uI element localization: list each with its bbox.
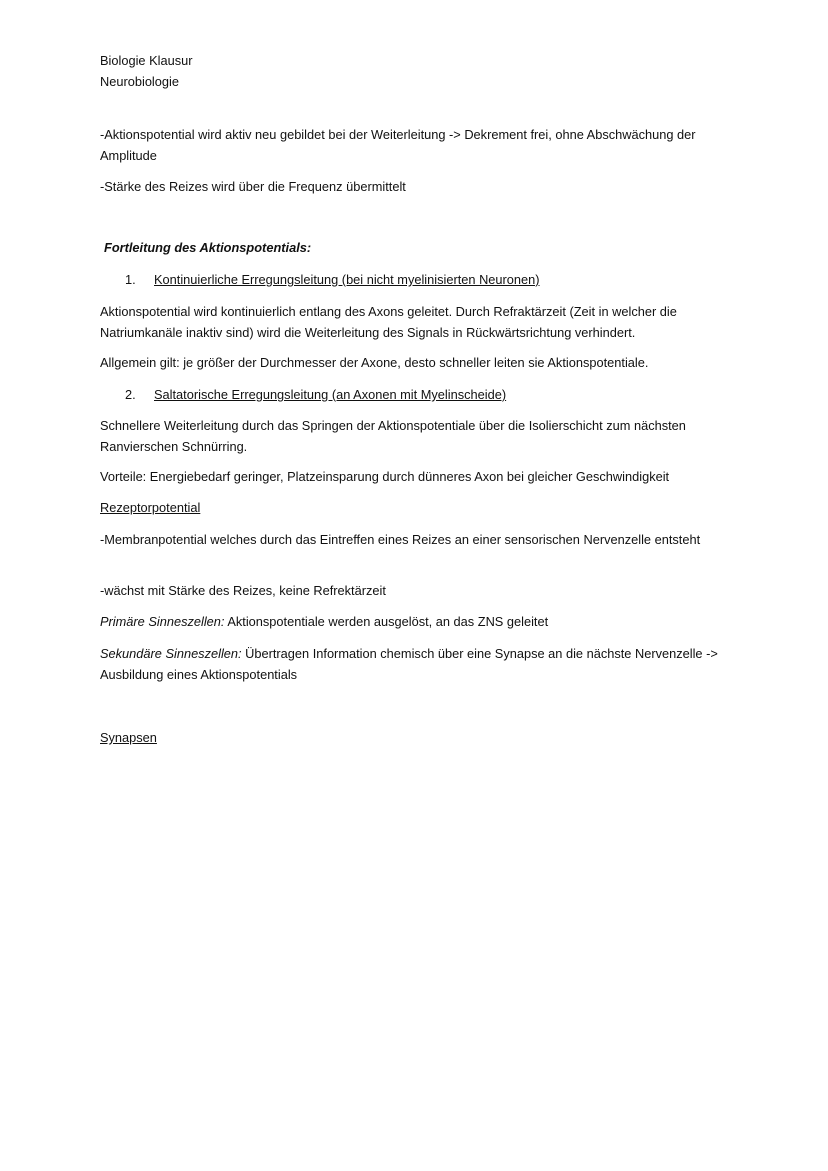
rezeptorpotential-heading: Rezeptorpotential bbox=[100, 500, 201, 515]
list-item-2-title: Saltatorische Erregungsleitung (an Axonen mit Myelinscheide) bbox=[154, 387, 507, 402]
sekundaere-sinneszellen bbox=[100, 643, 740, 685]
list-item-1-title: Kontinuierliche Erregungsleitung (bei nicht myelinisierten Neuronen) bbox=[154, 272, 540, 287]
kontinuierlich-paragraph: Aktionspotential wird kontinuierlich entlang des Axons geleitet. Durch Refraktärzeit (Zeit in welcher die Natriumkanäle inaktiv sind) wird die Weiterleitung des Signals in Rückwärtsrichtung verhindert. bbox=[100, 304, 677, 340]
primaere-text: Aktionspotentiale werden ausgelöst, an das ZNS geleitet bbox=[224, 614, 549, 629]
sekundaere-text: Übertragen Information chemisch über eine Synapse an die nächste Nervenzelle -> Ausbildung eines Aktionspotentials bbox=[100, 646, 718, 682]
fortleitung-heading: Fortleitung des Aktionspotentials: bbox=[104, 240, 312, 255]
membranpotential-paragraph: -Membranpotential welches durch das Eintreffen eines Reizes an einer sensorischen Nervenzelle entsteht bbox=[100, 532, 701, 547]
header-subject: Biologie Klausur bbox=[100, 53, 193, 68]
list-item-2-number: 2. bbox=[125, 387, 136, 402]
list-item-2 bbox=[125, 384, 765, 405]
list-item-1 bbox=[125, 269, 765, 290]
vorteile-paragraph: Vorteile: Energiebedarf geringer, Platzeinsparung durch dünneres Axon bei gleicher Geschwindigkeit bbox=[100, 469, 670, 484]
document-header bbox=[100, 50, 740, 92]
synapsen-heading: Synapsen bbox=[100, 730, 157, 745]
primaere-sinneszellen bbox=[100, 611, 740, 632]
durchmesser-paragraph: Allgemein gilt: je größer der Durchmesser der Axone, desto schneller leiten sie Aktionspotentiale. bbox=[100, 355, 649, 370]
reiz-paragraph: -wächst mit Stärke des Reizes, keine Refrektärzeit bbox=[100, 583, 386, 598]
sekundaere-label: Sekundäre Sinneszellen: bbox=[100, 646, 242, 661]
primaere-label: Primäre Sinneszellen: bbox=[100, 614, 225, 629]
saltatorisch-paragraph: Schnellere Weiterleitung durch das Springen der Aktionspotentiale über die Isolierschicht zum nächsten Ranvierschen Schnürring. bbox=[100, 418, 686, 454]
header-topic: Neurobiologie bbox=[100, 74, 179, 89]
intro-paragraph-1: -Aktionspotential wird aktiv neu gebildet bei der Weiterleitung -> Dekrement frei, ohne Abschwächung der Amplitude bbox=[100, 127, 696, 163]
intro-paragraph-2: -Stärke des Reizes wird über die Frequenz übermittelt bbox=[100, 179, 406, 194]
list-item-1-number: 1. bbox=[125, 272, 136, 287]
